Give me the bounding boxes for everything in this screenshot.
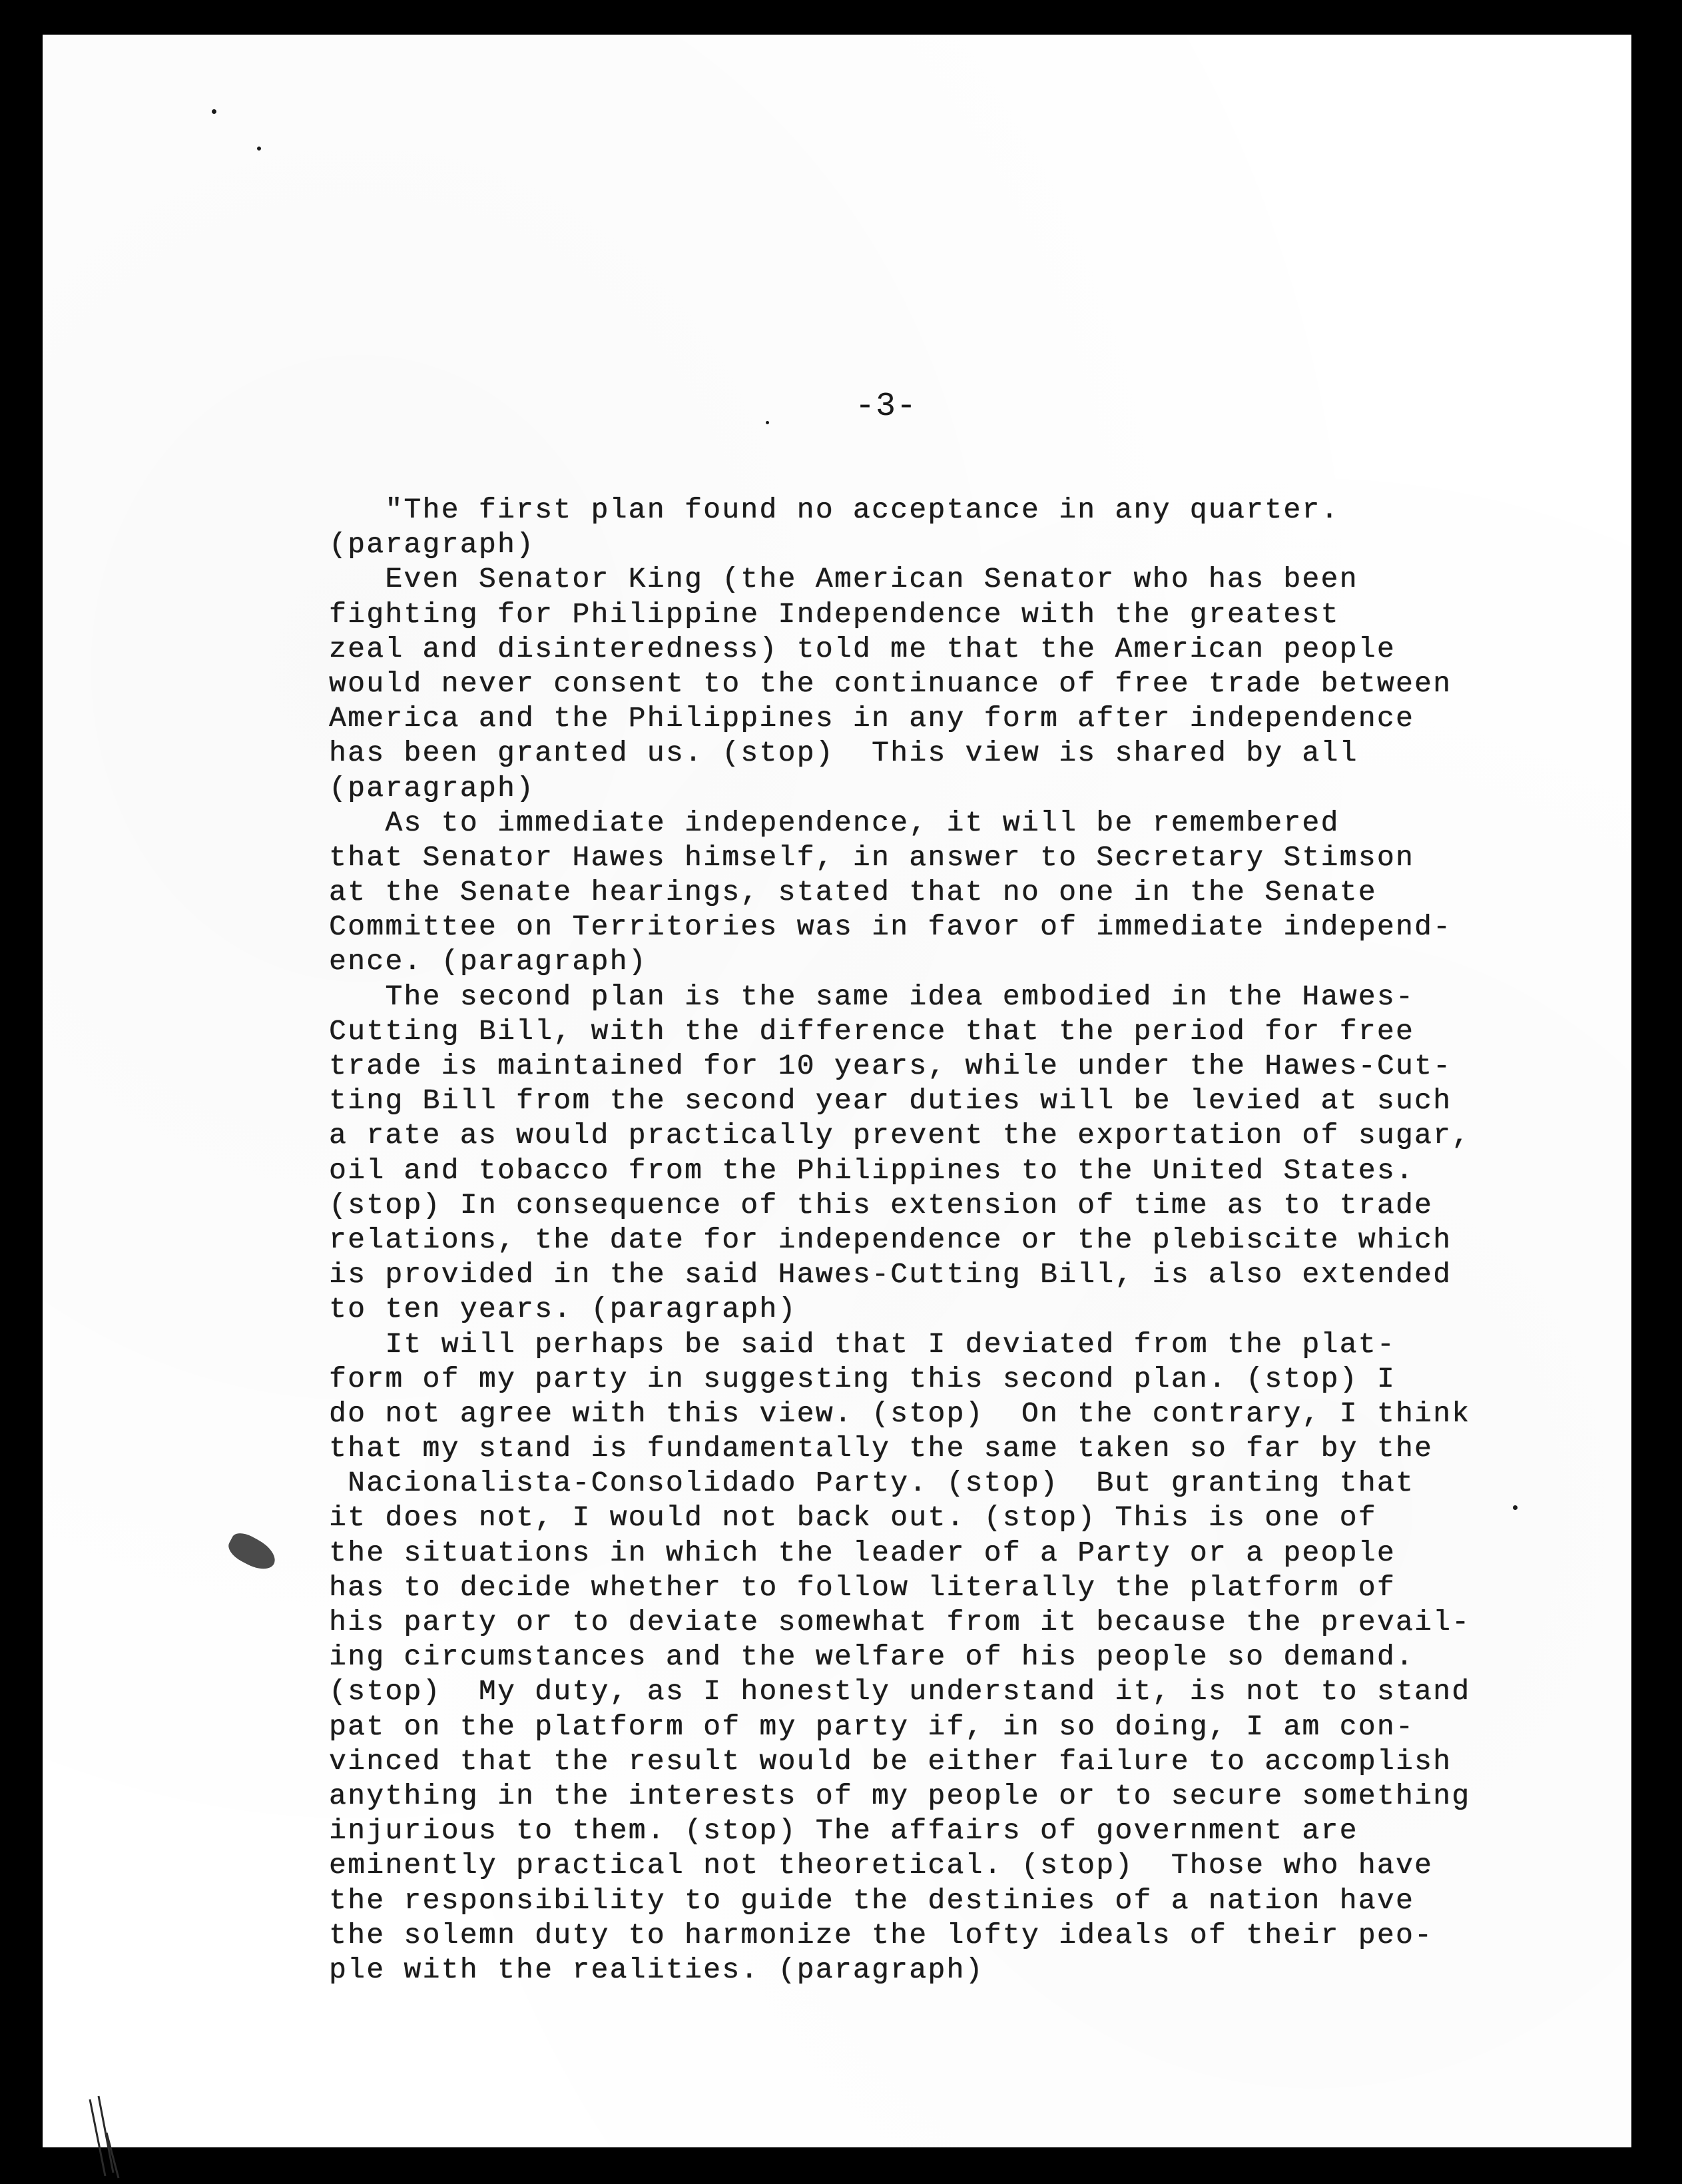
document-page <box>43 35 1631 2147</box>
ink-speck <box>1513 1505 1518 1510</box>
text-line: "The first plan found no acceptance in any quarter. <box>329 494 1340 526</box>
text-line: anything in the interests of my people or to secure something <box>329 1779 1471 1812</box>
text-line: oil and tobacco from the Philippines to the United States. <box>329 1154 1415 1187</box>
ink-speck <box>212 109 216 114</box>
text-line: the responsibility to guide the destinies of a nation have <box>329 1884 1415 1917</box>
text-line: do not agree with this view. (stop) On the contrary, I think <box>329 1397 1471 1430</box>
text-line: the solemn duty to harmonize the lofty ideals of their peo- <box>329 1918 1434 1952</box>
text-line: it does not, I would not back out. (stop) This is one of <box>329 1501 1377 1535</box>
text-line: zeal and disinteredness) told me that the American people <box>329 632 1396 665</box>
text-line: trade is maintained for 10 years, while under the Hawes-Cut- <box>329 1050 1452 1082</box>
text-line: (paragraph) <box>329 771 535 805</box>
ink-blot <box>224 1529 280 1575</box>
text-line: a rate as would practically prevent the exportation of sugar, <box>329 1119 1471 1152</box>
text-line: relations, the date for independence or the plebiscite which <box>329 1223 1452 1256</box>
text-line: Committee on Territories was in favor of immediate independ- <box>329 910 1452 944</box>
text-line: ple with the realities. (paragraph) <box>329 1953 984 1986</box>
text-line: Cutting Bill, with the difference that the period for free <box>329 1014 1415 1048</box>
text-line: is provided in the said Hawes-Cutting Bill, is also extended <box>329 1258 1452 1291</box>
text-line: The second plan is the same idea embodied in the Hawes- <box>329 980 1415 1013</box>
text-line: has been granted us. (stop) This view is shared by all <box>329 737 1358 770</box>
text-line: would never consent to the continuance of free trade between <box>329 667 1452 700</box>
text-line: that Senator Hawes himself, in answer to Secretary Stimson <box>329 841 1415 874</box>
text-line: fighting for Philippine Independence with the greatest <box>329 597 1340 631</box>
text-line: injurious to them. (stop) The affairs of government are <box>329 1814 1358 1848</box>
text-line: at the Senate hearings, stated that no one in the Senate <box>329 876 1377 909</box>
text-line: to ten years. (paragraph) <box>329 1293 797 1326</box>
text-line: ing circumstances and the welfare of his people so demand. <box>329 1640 1415 1674</box>
ink-speck <box>766 421 769 424</box>
text-line: (stop) My duty, as I honestly understand it, is not to stand <box>329 1675 1471 1708</box>
text-line: form of my party in suggesting this second plan. (stop) I <box>329 1362 1396 1395</box>
text-line: Even Senator King (the American Senator who has been <box>329 563 1358 596</box>
text-line: the situations in which the leader of a Party or a people <box>329 1536 1396 1569</box>
text-line: Nacionalista-Consolidado Party. (stop) But granting that <box>329 1467 1415 1500</box>
text-line: vinced that the result would be either failure to accomplish <box>329 1744 1452 1778</box>
text-line: that my stand is fundamentally the same taken so far by the <box>329 1432 1434 1465</box>
text-line: America and the Philippines in any form after independence <box>329 702 1415 735</box>
text-line: ting Bill from the second year duties will be levied at such <box>329 1084 1452 1118</box>
text-line: As to immediate independence, it will be remembered <box>329 806 1340 839</box>
text-line: (paragraph) <box>329 528 535 561</box>
text-line: (stop) In consequence of this extension of time as to trade <box>329 1188 1434 1222</box>
page-number: -3- <box>855 388 918 426</box>
text-line: pat on the platform of my party if, in so doing, I am con- <box>329 1710 1415 1743</box>
text-line: his party or to deviate somewhat from it because the prevail- <box>329 1606 1471 1638</box>
text-line: eminently practical not theoretical. (stop) Those who have <box>329 1849 1434 1882</box>
ink-speck <box>257 147 261 151</box>
text-line: has to decide whether to follow literally the platform of <box>329 1571 1396 1604</box>
document-body <box>329 493 1634 1988</box>
text-line: It will perhaps be said that I deviated from the plat- <box>329 1327 1396 1361</box>
page-edge-mark <box>87 2093 127 2179</box>
text-line: ence. (paragraph) <box>329 945 647 978</box>
